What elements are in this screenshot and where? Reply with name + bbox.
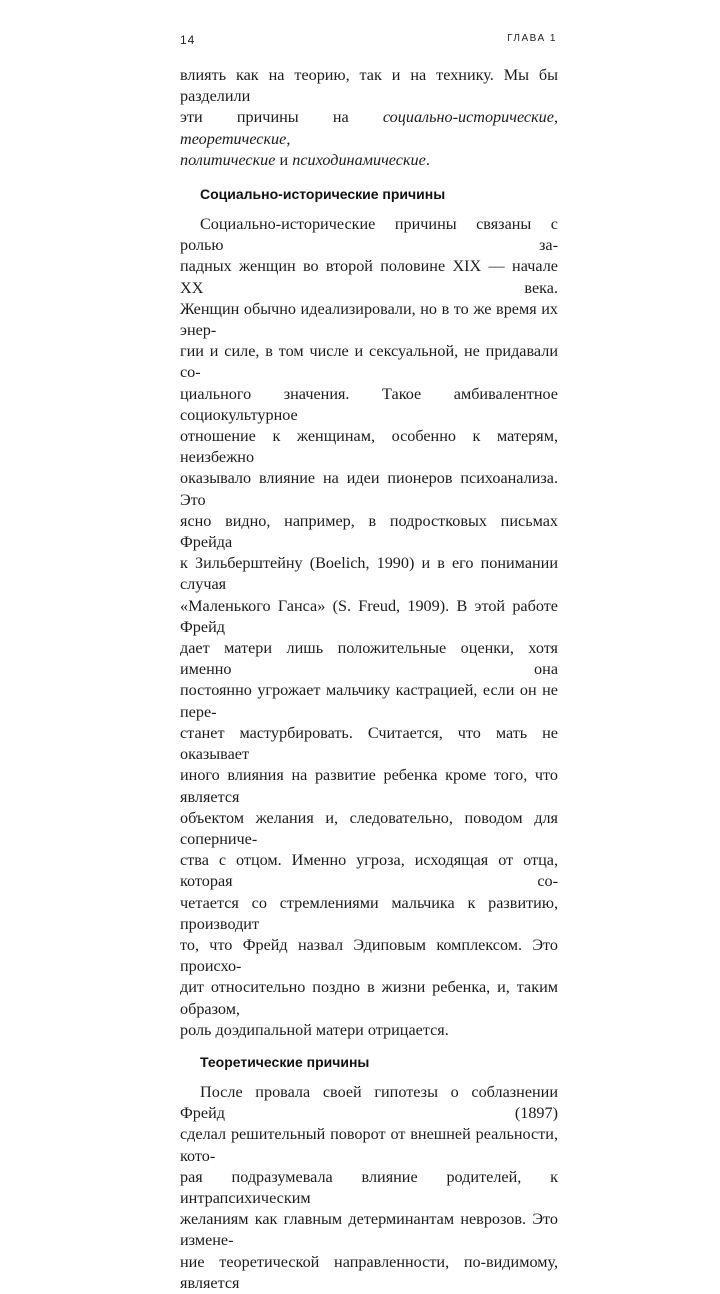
line-text: рая подразумевала влияние родителей, к интрапсихическим (180, 1167, 558, 1207)
line-text: к Зильберштейну (Boelich, 1990) и в его понимании случая (180, 554, 558, 594)
text-line (180, 808, 558, 850)
line-text: то, что Фрейд назвал Эдиповым комплексом. Это происхо- (180, 935, 558, 976)
line-text: Женщин обычно идеализировали, но в то же время их энер- (180, 299, 558, 340)
line-text: ние теоретической направленности, по-видимому, является (180, 1252, 558, 1292)
section-heading-theoretical: Теоретические причины (200, 1053, 370, 1070)
text-line (180, 935, 558, 977)
italic-term: политические (180, 150, 276, 169)
text-line (180, 723, 558, 765)
body-text (180, 65, 558, 1294)
text-line (180, 384, 558, 426)
line-text: дает матери лишь положительные оценки, хотя именно она (180, 639, 558, 679)
line-text: постоянно угрожает мальчику кастрацией, если он не пере- (180, 681, 558, 721)
text-line (180, 765, 558, 807)
section-heading-social-historical: Социально-исторические причины (200, 186, 446, 203)
text-line (180, 299, 558, 341)
line-text: Социально-исторические причины связаны с ролью за- (180, 215, 558, 255)
line-text: желаниям как главным детерминантам неврозов. Это измене- (180, 1210, 558, 1250)
line-text: оказывало влияние на идеи пионеров психоанализа. Это (180, 469, 558, 509)
line-text: влиять как на теорию, так и на технику. Мы бы разделили (180, 66, 558, 106)
text-line (180, 256, 558, 298)
page-number: 14 (180, 33, 196, 47)
text-line (180, 341, 558, 383)
plain-text: эти причины на (180, 108, 383, 127)
text-line (180, 1124, 558, 1166)
section-paragraph-theoretical (180, 1082, 558, 1294)
text-line (180, 511, 558, 553)
text-line (180, 1252, 558, 1294)
plain-text: , (553, 108, 558, 127)
text-line (180, 638, 558, 680)
line-text: объектом желания и, следовательно, поводом для соперниче- (180, 808, 558, 848)
text-line (180, 553, 558, 595)
line-text: циального значения. Такое амбивалентное социокультурное (180, 384, 558, 424)
line-text: ясно видно, например, в подростковых письмах Фрейда (180, 511, 558, 552)
text-line (180, 850, 558, 892)
text-line (180, 468, 558, 510)
text-line (180, 893, 558, 935)
running-head (180, 33, 557, 53)
italic-term: социально-исторические (382, 108, 554, 127)
line-text: «Маленького Ганса» (S. Freud, 1909). В этой работе Фрейд (180, 596, 558, 636)
text-line (180, 680, 558, 722)
text-line (180, 977, 558, 1019)
text-line (180, 1020, 558, 1041)
line-text: гии и силе, в том числе и сексуальной, не придавали со- (180, 342, 558, 382)
line-text: четается со стремлениями мальчика к развитию, производит (180, 893, 558, 933)
line-text: станет мастурбировать. Считается, что мать не оказывает (180, 723, 558, 764)
text-line (180, 107, 558, 149)
text-line (180, 1167, 558, 1209)
line-text (180, 151, 430, 169)
line-text: отношение к женщинам, особенно к матерям, неизбежно (180, 427, 558, 467)
line-text: падных женщин во второй половине XIX — начале XX века. (180, 257, 558, 297)
line-text: ства с отцом. Именно угроза, исходящая от отца, которая со- (180, 851, 558, 891)
plain-text: и (275, 150, 293, 169)
text-line (180, 65, 558, 107)
plain-text: , (286, 129, 291, 148)
plain-text: . (425, 150, 430, 169)
line-text: После провала своей гипотезы о соблазнении Фрейд (1897) (180, 1082, 558, 1123)
text-line (180, 214, 558, 256)
intro-paragraph (180, 65, 558, 171)
section-paragraph-social-historical (180, 214, 558, 1041)
line-text: сделал решительный поворот от внешней реальности, кото- (180, 1125, 558, 1165)
text-line (180, 1209, 558, 1251)
line-text: дит относительно поздно в жизни ребенка, и, таким образом, (180, 978, 558, 1018)
text-line (180, 1082, 558, 1124)
chapter-label: ГЛАВА 1 (507, 33, 557, 44)
line-text: иного влияния на развитие ребенка кроме того, что является (180, 766, 558, 806)
text-line (180, 596, 558, 638)
line-text: роль доэдипальной матери отрицается. (180, 1020, 449, 1039)
text-line (180, 150, 558, 171)
text-line (180, 426, 558, 468)
italic-term: психодинамические (292, 150, 426, 169)
line-text (180, 108, 558, 147)
italic-term: теоретические (180, 129, 287, 148)
